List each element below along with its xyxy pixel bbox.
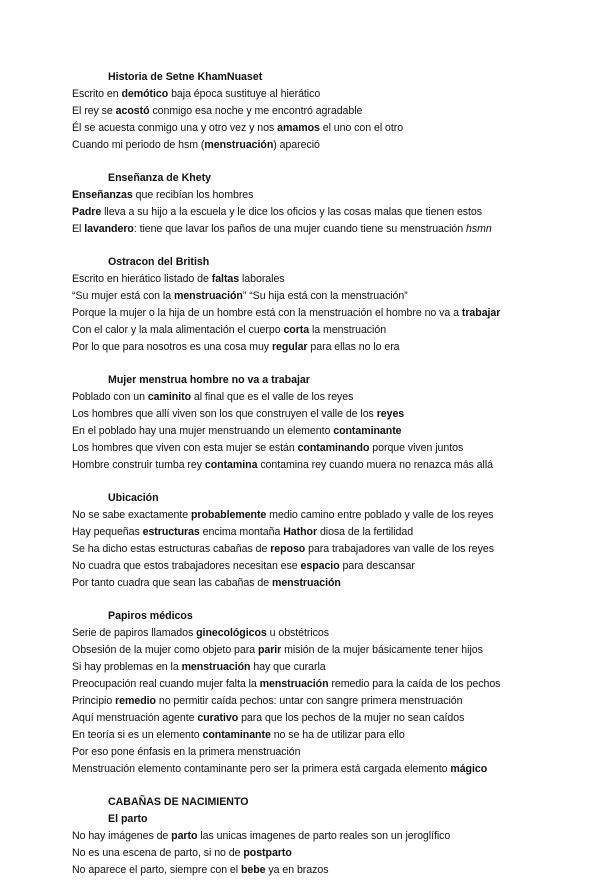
bold-term: contaminando: [297, 442, 370, 454]
bold-term: Hathor: [283, 526, 318, 538]
bold-term: reyes: [376, 408, 405, 420]
bold-term: remedio: [115, 695, 156, 707]
text-line: [72, 120, 592, 137]
text-segment: Se ha dicho estas estructuras cabañas de: [72, 543, 271, 555]
section-heading: CABAÑAS DE NACIMIENTO: [108, 796, 249, 808]
text-line: [72, 524, 592, 541]
text-segment: remedio para la caída de los pechos: [328, 678, 501, 690]
bold-term: reposo: [270, 543, 306, 555]
section: [72, 608, 592, 778]
bold-term: postparto: [243, 847, 292, 859]
text-segment: Por tanto cuadra que sean las cabañas de: [72, 577, 272, 589]
text-segment: porque viven juntos: [369, 442, 464, 454]
section-subheading: El parto: [108, 813, 148, 825]
bold-term: menstruación: [204, 139, 274, 151]
text-segment: Preocupación real cuando mujer falta la: [72, 678, 260, 690]
bold-term: regular: [271, 341, 308, 353]
section-heading: Mujer menstrua hombre no va a trabajar: [108, 374, 310, 386]
section: [72, 170, 592, 238]
text-segment: lleva a su hijo a la escuela y le dice los oficios y las cosas malas que tienen estos: [101, 206, 483, 218]
text-segment: conmigo esa noche y me encontró agradable: [149, 105, 363, 117]
text-line: [72, 389, 592, 406]
text-segment: Obsesión de la mujer como objeto para: [72, 644, 258, 656]
text-segment: En teoría si es un elemento: [72, 729, 203, 741]
text-line: [72, 676, 592, 693]
bold-term: parir: [257, 644, 282, 656]
text-segment: no se ha de utilizar para ello: [270, 729, 405, 741]
text-segment: que recibían los hombres: [132, 189, 254, 201]
bold-term: espacio: [300, 560, 340, 572]
text-line: [72, 507, 592, 524]
bold-term: curativo: [197, 712, 239, 724]
section: [72, 490, 592, 592]
text-line: [72, 221, 592, 238]
text-segment: El rey se: [72, 105, 116, 117]
section: [72, 254, 592, 356]
text-segment: Hombre construir tumba rey: [72, 459, 205, 471]
text-segment: la menstruación: [309, 324, 387, 336]
bold-term: mágico: [450, 763, 488, 775]
text-segment: al final que es el valle de los reyes: [191, 391, 354, 403]
text-segment: para descansar: [339, 560, 415, 572]
text-segment: Cuando mi periodo de hsm (: [72, 139, 205, 151]
text-line: [72, 710, 592, 727]
text-segment: ” “Su hija está con la menstruación”: [242, 290, 408, 302]
text-segment: contamina rey cuando muera no renazca más allá: [257, 459, 493, 471]
text-line: [72, 305, 592, 322]
text-line: [72, 744, 592, 761]
bold-term: faltas: [211, 273, 240, 285]
section-heading: Ostracon del British: [108, 256, 210, 268]
text-segment: En el poblado hay una mujer menstruando un elemento: [72, 425, 334, 437]
text-segment: para trabajadores van valle de los reyes: [305, 543, 494, 555]
text-segment: Por lo que para nosotros es una cosa muy: [72, 341, 272, 353]
text-segment: No se sabe exactamente: [72, 509, 191, 521]
text-segment: Poblado con un: [72, 391, 148, 403]
section: [72, 372, 592, 474]
text-line: [72, 86, 592, 103]
text-segment: “Su mujer está con la: [72, 290, 174, 302]
text-line: [72, 288, 592, 305]
bold-term: estructuras: [142, 526, 200, 538]
text-segment: Escrito en hierático listado de: [72, 273, 212, 285]
section: [72, 794, 592, 879]
bold-term: trabajar: [461, 307, 501, 319]
bold-term: parto: [171, 830, 198, 842]
text-segment: Escrito en: [72, 88, 122, 100]
bold-term: corta: [283, 324, 310, 336]
text-line: [72, 727, 592, 744]
text-line: [72, 541, 592, 558]
bold-term: contamina: [204, 459, 258, 471]
bold-term: caminito: [147, 391, 191, 403]
section-heading: Papiros médicos: [108, 610, 193, 622]
text-line: [72, 659, 592, 676]
document-body: [72, 69, 592, 895]
bold-term: Enseñanzas: [72, 189, 133, 201]
text-segment: Principio: [72, 695, 116, 707]
text-segment: hay que curarla: [250, 661, 326, 673]
text-segment: las unicas imagenes de parto reales son un jeroglífico: [197, 830, 451, 842]
text-segment: Aquí menstruación agente: [72, 712, 198, 724]
bold-term: menstruación: [181, 661, 251, 673]
text-segment: Serie de papiros llamados: [72, 627, 197, 639]
text-segment: ya en brazos: [265, 864, 329, 876]
bold-term: demótico: [121, 88, 169, 100]
text-segment: No cuadra que estos trabajadores necesitan ese: [72, 560, 301, 572]
text-segment: Porque la mujer o la hija de un hombre está con la menstruación el hombre no va a: [72, 307, 462, 319]
text-line: [72, 558, 592, 575]
bold-term: lavandero: [84, 223, 134, 235]
text-line: [72, 642, 592, 659]
bold-term: contaminante: [333, 425, 402, 437]
text-segment: Hay pequeñas: [72, 526, 143, 538]
text-segment: diosa de la fertilidad: [317, 526, 414, 538]
bold-term: bebe: [240, 864, 266, 876]
text-line: [72, 187, 592, 204]
text-segment: encima montaña: [199, 526, 284, 538]
text-line: [72, 406, 592, 423]
section-heading: Historia de Setne KhamNuaset: [108, 71, 263, 83]
text-line: [72, 103, 592, 120]
section-heading: Ubicación: [108, 492, 159, 504]
text-line: [72, 423, 592, 440]
bold-term: menstruación: [271, 577, 341, 589]
text-line: [72, 339, 592, 356]
text-segment: laborales: [239, 273, 285, 285]
text-line: [72, 137, 592, 154]
text-segment: baja época sustituye al hierático: [168, 88, 321, 100]
text-line: [72, 761, 592, 778]
text-segment: medio camino entre poblado y valle de los reyes: [266, 509, 494, 521]
text-segment: ) apareció: [273, 139, 320, 151]
bold-term: Padre: [72, 206, 102, 218]
text-line: [72, 862, 592, 879]
bold-term: contaminante: [202, 729, 271, 741]
section: [72, 69, 592, 154]
bold-term: menstruación: [173, 290, 243, 302]
text-segment: No es una escena de parto, si no de: [72, 847, 244, 859]
italic-term: hsmn: [466, 223, 492, 235]
bold-term: ginecológicos: [196, 627, 267, 639]
text-line: [72, 625, 592, 642]
bold-term: acostó: [115, 105, 150, 117]
text-segment: : tiene que lavar los paños de una mujer cuando tiene su menstruación: [133, 223, 467, 235]
text-segment: Menstruación elemento contaminante pero ser la primera está cargada elemento: [72, 763, 451, 775]
bold-term: menstruación: [259, 678, 329, 690]
text-line: [72, 204, 592, 221]
section-heading: Enseñanza de Khety: [108, 172, 212, 184]
text-segment: Con el calor y la mala alimentación el cuerpo: [72, 324, 284, 336]
text-segment: Si hay problemas en la: [72, 661, 182, 673]
text-segment: u obstétricos: [266, 627, 330, 639]
text-segment: Por eso pone énfasis en la primera menstruación: [72, 746, 301, 758]
text-line: [72, 457, 592, 474]
text-segment: No aparece el parto, siempre con el: [72, 864, 241, 876]
text-line: [72, 575, 592, 592]
text-segment: no permitir caída pechos: untar con sangre primera menstruación: [155, 695, 463, 707]
text-segment: misión de la mujer básicamente tener hijos: [281, 644, 483, 656]
text-line: [72, 693, 592, 710]
text-line: [72, 322, 592, 339]
text-segment: el uno con el otro: [319, 122, 404, 134]
text-segment: Los hombres que viven con esta mujer se están: [72, 442, 298, 454]
bold-term: probablemente: [190, 509, 267, 521]
text-segment: Él se acuesta conmigo una y otro vez y nos: [72, 122, 278, 134]
text-segment: El: [72, 223, 85, 235]
text-segment: para ellas no lo era: [307, 341, 400, 353]
text-line: [72, 828, 592, 845]
text-segment: para que los pechos de la mujer no sean caídos: [238, 712, 465, 724]
bold-term: amamos: [277, 122, 320, 134]
text-segment: Los hombres que allí viven son los que construyen el valle de los: [72, 408, 377, 420]
text-line: [72, 271, 592, 288]
text-line: [72, 440, 592, 457]
text-segment: No hay imágenes de: [72, 830, 172, 842]
